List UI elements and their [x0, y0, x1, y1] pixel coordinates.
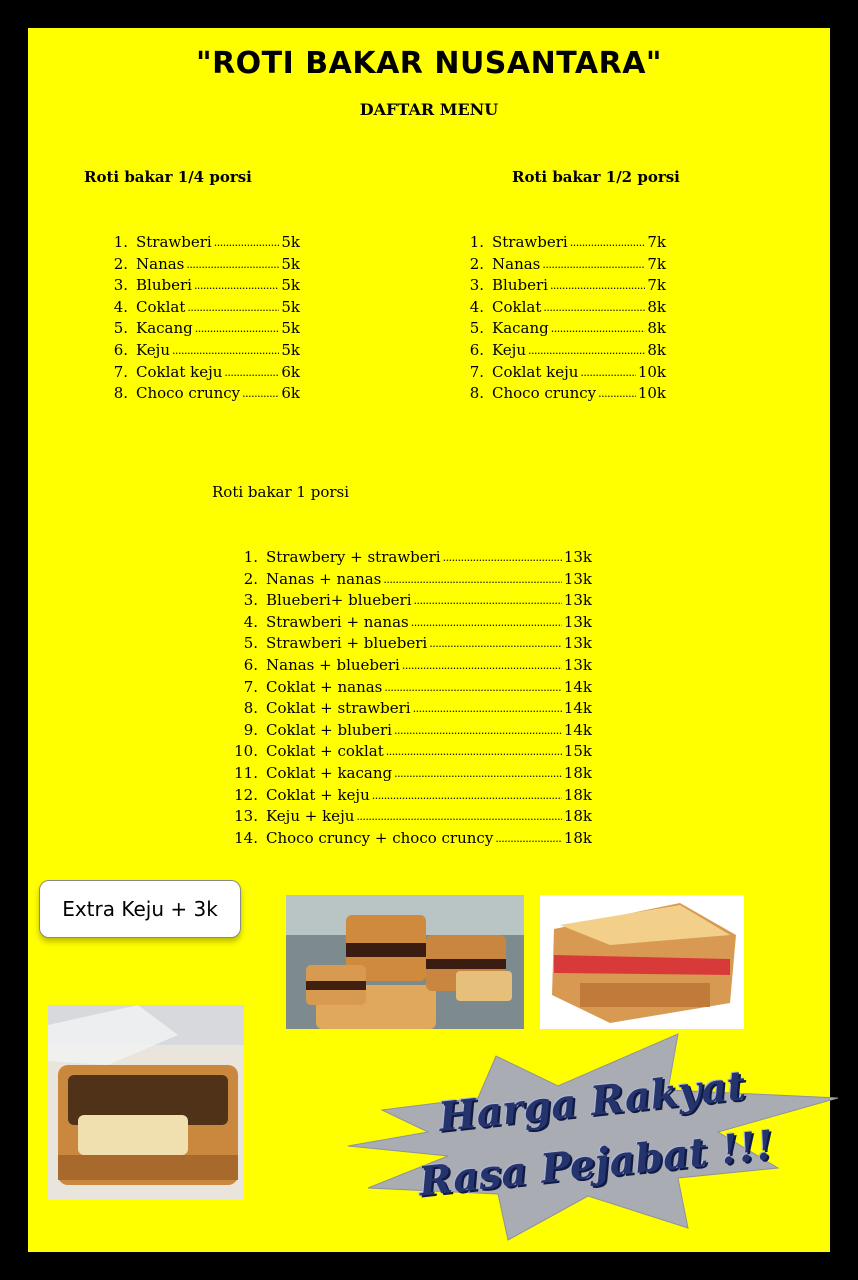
leader-dots — [413, 698, 562, 720]
menu-item-name: Nanas + blueberi — [266, 655, 400, 674]
menu-item-name: Coklat — [136, 297, 186, 316]
menu-item-price: 8k — [647, 319, 666, 338]
menu-item — [100, 297, 300, 319]
menu-item-number: 6. — [469, 340, 484, 359]
menu-item-price: 5k — [281, 276, 300, 295]
menu-item-number: 7. — [113, 362, 128, 381]
menu-item-name: Strawberi — [492, 233, 568, 251]
leader-dots — [543, 297, 645, 319]
menu-item — [456, 297, 666, 319]
menu-item-price: 5k — [281, 254, 300, 273]
menu-item-name: Coklat + keju — [266, 785, 370, 804]
menu-item — [100, 362, 300, 384]
leader-dots — [429, 633, 562, 655]
menu-item-number: 1. — [113, 233, 128, 251]
leader-dots — [394, 763, 562, 785]
menu-item-number: 8. — [469, 384, 484, 403]
leader-dots — [495, 828, 562, 850]
leader-dots — [550, 275, 645, 297]
menu-list-half — [456, 232, 666, 405]
menu-item — [456, 232, 666, 254]
menu-item-name: Keju + keju — [266, 807, 355, 826]
leader-dots — [242, 383, 279, 405]
menu-item — [100, 318, 300, 340]
slogan-line-2: Rasa Pejabat !!! — [416, 1121, 776, 1206]
menu-item-price: 13k — [563, 569, 592, 588]
menu-item — [228, 677, 592, 699]
menu-item-name: Keju — [136, 340, 170, 359]
menu-item — [100, 383, 300, 405]
menu-item-name: Kacang — [136, 319, 193, 338]
menu-item-price: 13k — [563, 548, 592, 566]
menu-item-number: 9. — [243, 720, 258, 739]
leader-dots — [394, 720, 562, 742]
menu-item — [228, 763, 592, 785]
menu-item — [228, 806, 592, 828]
menu-item-price: 18k — [563, 807, 592, 826]
menu-item — [228, 698, 592, 720]
leader-dots — [386, 741, 562, 763]
menu-item-price: 13k — [563, 655, 592, 674]
leader-dots — [214, 232, 280, 254]
menu-item-price: 15k — [563, 742, 592, 761]
menu-item-number: 6. — [113, 340, 128, 359]
menu-item-name: Choco cruncy + choco cruncy — [266, 828, 494, 847]
menu-list-quarter — [100, 232, 300, 405]
menu-item-number: 14. — [234, 828, 258, 847]
leader-dots — [356, 806, 561, 828]
menu-item-number: 1. — [469, 233, 484, 251]
menu-list-full — [228, 547, 592, 849]
menu-item-price: 5k — [281, 297, 300, 316]
menu-item-price: 14k — [563, 720, 592, 739]
menu-item-name: Coklat keju — [492, 362, 579, 381]
leader-dots — [172, 340, 279, 362]
menu-item-name: Strawberi + nanas — [266, 612, 409, 631]
menu-item-price: 5k — [281, 319, 300, 338]
leader-dots — [414, 590, 562, 612]
menu-item-name: Coklat + coklat — [266, 742, 384, 761]
menu-item-number: 4. — [113, 297, 128, 316]
menu-item-price: 18k — [563, 828, 592, 847]
menu-item-name: Coklat keju — [136, 362, 223, 381]
menu-item-number: 7. — [243, 677, 258, 696]
menu-item-name: Strawberi + blueberi — [266, 634, 428, 653]
menu-item — [228, 612, 592, 634]
leader-dots — [383, 569, 561, 591]
menu-item-price: 13k — [563, 591, 592, 610]
leader-dots — [187, 297, 279, 319]
menu-item-number: 8. — [113, 384, 128, 403]
menu-item — [228, 741, 592, 763]
toast-photo-cheese-strawberry — [540, 895, 744, 1029]
menu-item-price: 7k — [647, 233, 666, 251]
menu-item-price: 14k — [563, 677, 592, 696]
leader-dots — [570, 232, 646, 254]
menu-item-number: 1. — [243, 548, 258, 566]
menu-item-number: 6. — [243, 655, 258, 674]
menu-poster — [28, 28, 830, 1252]
slogan-line-1: Harga Rakyat — [436, 1062, 748, 1141]
menu-item — [456, 383, 666, 405]
menu-item-price: 6k — [281, 362, 300, 381]
leader-dots — [384, 677, 561, 699]
menu-item-price: 10k — [637, 384, 666, 403]
toast-photo-chocolate — [286, 895, 524, 1029]
menu-item-number: 4. — [243, 612, 258, 631]
leader-dots — [443, 547, 562, 569]
poster-title: "ROTI BAKAR NUSANTARA" — [195, 46, 663, 81]
section-heading-quarter: Roti bakar 1/4 porsi — [84, 168, 252, 186]
menu-item-price: 6k — [281, 384, 300, 403]
menu-item-name: Nanas + nanas — [266, 569, 382, 588]
leader-dots — [598, 383, 636, 405]
menu-item-number: 5. — [469, 319, 484, 338]
leader-dots — [542, 254, 645, 276]
menu-item-name: Choco cruncy — [136, 384, 241, 403]
menu-item-number: 7. — [469, 362, 484, 381]
menu-item-price: 13k — [563, 612, 592, 631]
leader-dots — [194, 275, 279, 297]
leader-dots — [580, 362, 635, 384]
menu-item — [456, 318, 666, 340]
menu-item — [228, 828, 592, 850]
menu-item-name: Nanas — [492, 254, 541, 273]
menu-item — [228, 633, 592, 655]
menu-item-name: Coklat + nanas — [266, 677, 383, 696]
menu-item — [100, 232, 300, 254]
leader-dots — [372, 785, 562, 807]
section-heading-full: Roti bakar 1 porsi — [212, 483, 350, 501]
leader-dots — [411, 612, 562, 634]
menu-item-number: 11. — [234, 763, 258, 782]
menu-item-price: 8k — [647, 340, 666, 359]
menu-item — [456, 340, 666, 362]
menu-item — [456, 254, 666, 276]
menu-item — [456, 362, 666, 384]
menu-item-name: Coklat + kacang — [266, 763, 393, 782]
menu-item — [228, 590, 592, 612]
menu-item — [100, 254, 300, 276]
toast-photo-topping — [48, 1005, 244, 1200]
menu-item-name: Keju — [492, 340, 526, 359]
section-heading-half: Roti bakar 1/2 porsi — [512, 168, 680, 186]
menu-item — [456, 275, 666, 297]
menu-item — [100, 340, 300, 362]
menu-item-price: 7k — [647, 254, 666, 273]
menu-item-price: 5k — [281, 340, 300, 359]
menu-item — [228, 547, 592, 569]
menu-item — [228, 720, 592, 742]
menu-item-name: Coklat — [492, 297, 542, 316]
menu-item-name: Bluberi — [492, 276, 548, 295]
extra-cheese-badge: Extra Keju + 3k — [39, 880, 241, 938]
menu-item-number: 2. — [113, 254, 128, 273]
menu-item-price: 14k — [563, 699, 592, 718]
menu-item-price: 5k — [281, 233, 300, 251]
leader-dots — [528, 340, 645, 362]
menu-item-number: 8. — [243, 699, 258, 718]
leader-dots — [195, 318, 280, 340]
menu-item-number: 2. — [243, 569, 258, 588]
menu-item-name: Coklat + strawberi — [266, 699, 411, 718]
menu-item — [228, 785, 592, 807]
menu-item-number: 13. — [234, 807, 258, 826]
menu-item-name: Blueberi+ blueberi — [266, 591, 412, 610]
menu-item-name: Strawberi — [136, 233, 212, 251]
menu-item-number: 4. — [469, 297, 484, 316]
menu-item-price: 18k — [563, 785, 592, 804]
menu-subtitle: DAFTAR MENU — [359, 100, 499, 119]
menu-item-number: 3. — [243, 591, 258, 610]
leader-dots — [224, 362, 279, 384]
menu-item-name: Choco cruncy — [492, 384, 597, 403]
menu-item — [228, 569, 592, 591]
menu-item-price: 13k — [563, 634, 592, 653]
menu-item-name: Coklat + bluberi — [266, 720, 392, 739]
menu-item-number: 3. — [469, 276, 484, 295]
menu-item-name: Nanas — [136, 254, 185, 273]
menu-item-number: 12. — [234, 785, 258, 804]
menu-item-name: Bluberi — [136, 276, 192, 295]
menu-item-name: Strawbery + strawberi — [266, 548, 441, 566]
menu-item-name: Kacang — [492, 319, 549, 338]
menu-item-number: 10. — [234, 742, 258, 761]
menu-item-number: 3. — [113, 276, 128, 295]
leader-dots — [186, 254, 279, 276]
leader-dots — [402, 655, 562, 677]
menu-item-price: 10k — [637, 362, 666, 381]
menu-item-price: 7k — [647, 276, 666, 295]
menu-item — [228, 655, 592, 677]
menu-item-price: 8k — [647, 297, 666, 316]
leader-dots — [551, 318, 646, 340]
menu-item-number: 5. — [113, 319, 128, 338]
menu-item-price: 18k — [563, 763, 592, 782]
menu-item-number: 2. — [469, 254, 484, 273]
menu-item — [100, 275, 300, 297]
menu-item-number: 5. — [243, 634, 258, 653]
